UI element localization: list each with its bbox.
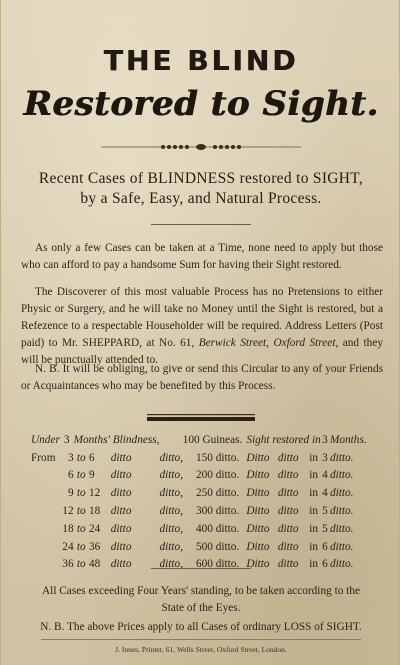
header-num: 3	[63, 433, 70, 446]
address-separator: ,	[266, 337, 274, 349]
printer-imprint: J. Innes, Printer, 61, Wells Street, Oxford Street, London.	[115, 645, 287, 654]
paragraph-discoverer	[21, 284, 383, 369]
paragraph-discoverer-end: , and they will be punctually attended to.	[21, 337, 383, 366]
header-months: Months.	[329, 433, 367, 446]
price-table	[31, 431, 371, 573]
ornament-divider	[101, 142, 301, 152]
imprint-rule	[41, 639, 361, 640]
table-row: 18 to 24 ditto ditto, 400 ditto. Ditto ditto in 5 ditto.	[62, 522, 354, 535]
table-row: 9 to 12 ditto ditto, 250 ditto. Ditto ditto in 4 ditto.	[67, 487, 354, 500]
headline-line-1: Recent Cases of BLINDNESS restored to SIGHT,	[38, 170, 364, 187]
table-row: 12 to 18 ditto ditto, 300 ditto. Ditto ditto in 5 ditto.	[62, 505, 354, 518]
title-restored-to-sight: Restored to Sight.	[23, 84, 379, 124]
headline-line-2: by a Safe, Easy, and Natural Process.	[80, 190, 322, 207]
paragraph-discoverer-text: The Discoverer of this most valuable Process has no Pretensions to either Physic or Surgery, and he will take no Money until the Sight is restored, but a Refezence to a respectable Householder will be required. Address Letters (Post paid) to Mr. SHEPPARD, at No. 61,	[21, 286, 383, 349]
table-row: 36 to 48 ditto ditto, 600 ditto. Ditto ditto in 6 ditto.	[62, 558, 354, 571]
header-months-blindness: Months' Blindness,	[73, 433, 160, 446]
title-the-blind: THE BLIND	[103, 44, 299, 77]
divider-rule	[151, 224, 251, 225]
header-sight-restored: Sight restored in	[246, 433, 321, 446]
price-table-header	[31, 431, 371, 449]
paragraph-few-cases: As only a few Cases can be taken at a Time, none need to apply but those who can afford to pay a handsome Sum for having their Sight restored.	[21, 242, 383, 271]
table-row: 6 to 9 ditto ditto, 200 ditto. Ditto ditto in 4 ditto.	[67, 469, 354, 482]
note-prices: N. B. The above Prices apply to all Cases of ordinary LOSS of SIGHT.	[40, 621, 362, 633]
header-guineas: 100 Guineas.	[182, 433, 243, 446]
note-four-years-text: All Cases exceeding Four Years' standing, to be taken according to the State of the Eyes.	[42, 585, 360, 614]
district-name: Oxford Street	[273, 337, 336, 349]
thick-double-rule	[147, 414, 255, 423]
table-row: From 3 to 6 ditto ditto, 150 ditto. Ditto ditto in 3 ditto.	[31, 451, 354, 464]
paragraph-circular-note: N. B. It will be obliging, to give or send this Circular to any of your Friends or Acquaintances who may be benefited by this Process.	[21, 363, 383, 392]
divider-rule-lower	[151, 568, 251, 569]
header-sight-num: 3	[322, 433, 328, 446]
note-four-years	[1, 583, 400, 617]
street-name: Berwick Street	[198, 337, 267, 349]
header-under: Under	[31, 433, 60, 446]
table-row: 24 to 36 ditto ditto, 500 ditto. Ditto ditto in 6 ditto.	[62, 540, 354, 553]
